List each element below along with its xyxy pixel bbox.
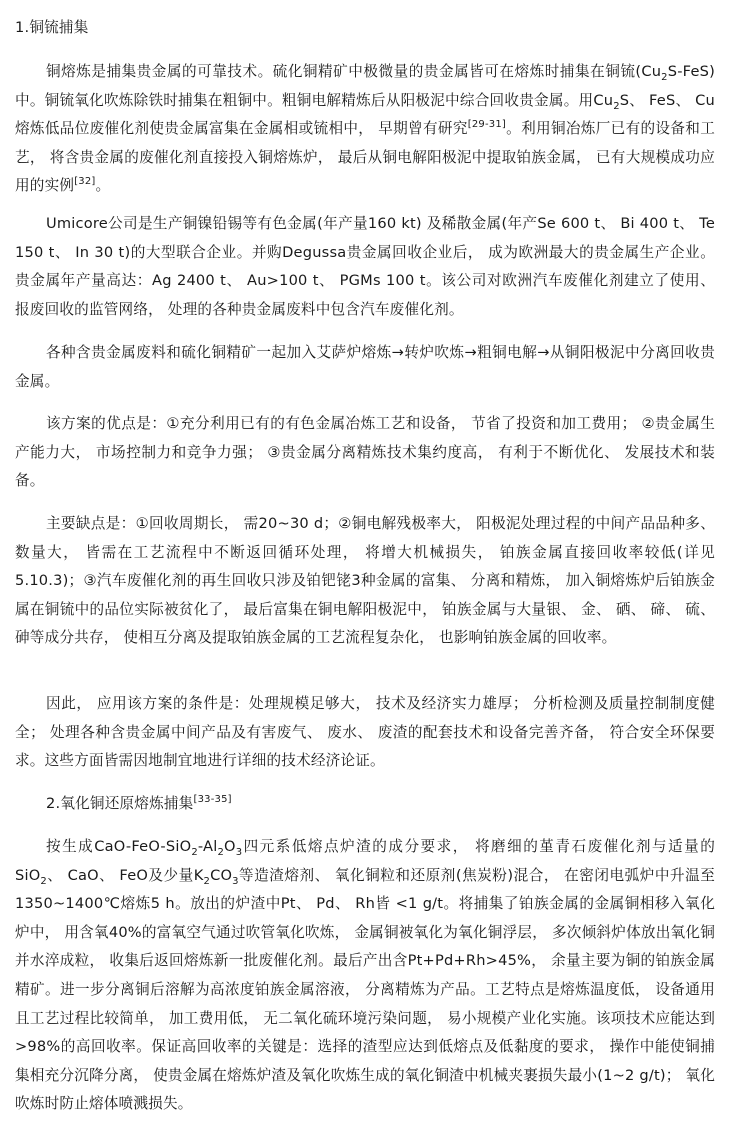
heading-text: 2.氧化铜还原熔炼捕集 (46, 795, 194, 812)
citation-ref: [33-35] (193, 794, 232, 806)
subscript: 2 (661, 71, 668, 83)
subscript: 2 (40, 875, 47, 887)
text-run: 按生成CaO-FeO-SiO (46, 838, 192, 855)
text-run: 。利用铜冶炼厂已有的设备和工艺， 将含贵金属的废催化剂直接投入铜熔炼炉， 最后从铜电解阳极泥中提取铂族金属， 已有大规模成功应用的实例 (15, 120, 715, 195)
section-heading-copper-oxide-reduction (46, 790, 730, 819)
text-run: S、 FeS、 Cu熔炼低品位废催化剂使贵金属富集在金属相或锍相中， 早期曾有研究 (15, 91, 715, 138)
paragraph-copper-smelting (15, 58, 715, 201)
citation-ref: [32] (74, 176, 96, 188)
subscript: 2 (613, 100, 620, 112)
subscript: 3 (232, 875, 239, 887)
text-run: 四元系低熔点炉渣的成分要求， 将磨细的堇青石废催化剂与适量的SiO (15, 838, 715, 884)
subscript: 2 (217, 846, 225, 858)
section-heading-copper-matte-capture (15, 14, 715, 43)
paragraph-advantages: 该方案的优点是：①充分利用已有的有色金属冶炼工艺和设备， 节省了投资和加工费用； ②贵金属生产能力大， 市场控制力和竞争力强； ③贵金属分离精炼技术集约度高， 有利于不断优化、 发展技术和装备。 (15, 415, 715, 490)
paragraph-conditions: 因此， 应用该方案的条件是：处理规模足够大， 技术及经济实力雄厚； 分析检测及质量控制制度健全； 处理各种含贵金属中间产品及有害废气、 废水、 废渣的配套技术和设备完善齐备， 符合安全环保要求。这些方面皆需因地制宜地进行详细的技术经济论证。 (15, 695, 715, 770)
text-run: 铜熔炼是捕集贵金属的可靠技术。硫化铜精矿中极微量的贵金属皆可在熔炼时捕集在铜锍(Cu (46, 63, 662, 80)
text-run: 、 CaO、 FeO及少量K (46, 866, 204, 884)
paragraph-copper-oxide-process (15, 833, 715, 1119)
text-run: S-FeS)中。铜锍氧化吹炼除铁时捕集在粗铜中。粗铜电解精炼后从阳极泥中综合回收贵金属。用Cu (15, 63, 715, 109)
subscript: 2 (191, 846, 198, 858)
text-run: 。 (95, 177, 111, 195)
paragraph-disadvantages: 主要缺点是：①回收周期长， 需20~30 d；②铜电解残极率大， 阳极泥处理过程的中间产品品种多、 数量大， 皆需在工艺流程中不断返回循环处理， 将增大机械损失， 铂族金属直接回收率较低(详见5.10.3)；③汽车废催化剂的再生回收只涉及铂钯铑3种金属的富集、 分离和精炼， 加入铜熔炼炉后铂族金属在铜锍中的品位实际被贫化了， 最后富集在铜电解阳极泥中， 铂族金属与大量银、 金、 硒、 碲、 硫、 砷等成分共存， 使相互分离及提取铂族金属的工艺流程复杂化， 也影响铂族金属的回收率。 (15, 515, 715, 647)
subscript: 2 (203, 875, 211, 887)
text-run: CO (210, 866, 233, 884)
text-run: 等造渣熔剂、 氧化铜粒和还原剂(焦炭粉)混合， 在密闭电弧炉中升温至 1350~1400℃熔炼5 h。放出的炉渣中Pt、 Pd、 Rh皆 <1 g/t。将捕集了铂族金属的金属铜相移入氧化炉中， 用含氧40%的富氧空气通过吹管氧化吹炼， 金属铜被氧化为氧化铜浮层， 多次倾斜炉体放出氧化铜并水淬成粒， 收集后返回熔炼新一批废催化剂。最后产出含Pt+Pd+Rh>45%， 余量主要为铜的铂族金属精矿。进一步分离铜后溶解为高浓度铂族金属溶液， 分离精炼为产品。工艺特点是熔炼温度低， 设备通用且工艺过程比较简单， 加工费用低， 无二氧化硫环境污染问题， 易小规模产业化实施。该项技术应能达到>98%的高回收率。保证高回收率的关键是：选择的渣型应达到低熔点及低黏度的要求， 操作中能使铜捕集相充分沉降分离， 使贵金属在熔炼炉渣及氧化吹炼生成的氧化铜渣中机械夹裹损失最小(1~2 g/t)； 氧化吹炼时防止熔体喷溅损失。 (15, 866, 715, 1113)
text-run: -Al (197, 838, 218, 855)
paragraph-process-flow: 各种含贵金属废料和硫化铜精矿一起加入艾萨炉熔炼→转炉吹炼→粗铜电解→从铜阳极泥中分离回收贵金属。 (15, 344, 715, 390)
citation-ref: [29-31] (467, 119, 507, 131)
subscript: 3 (235, 846, 243, 858)
heading-text: 1.铜锍捕集 (15, 19, 89, 36)
paragraph-umicore: Umicore公司是生产铜镍铅锡等有色金属(年产量160 kt) 及稀散金属(年产Se 600 t、 Bi 400 t、 Te 150 t、 In 30 t)的大型联合企业。并购Degussa贵金属回收企业后， 成为欧洲最大的贵金属生产企业。贵金属年产量高达：Ag 2400 t、 Au>100 t、 PGMs 100 t。该公司对欧洲汽车废催化剂建立了使用、 报废回收的监管网络， 处理的各种贵金属废料中包含汽车废催化剂。 (15, 215, 715, 318)
text-run: O (224, 838, 236, 855)
